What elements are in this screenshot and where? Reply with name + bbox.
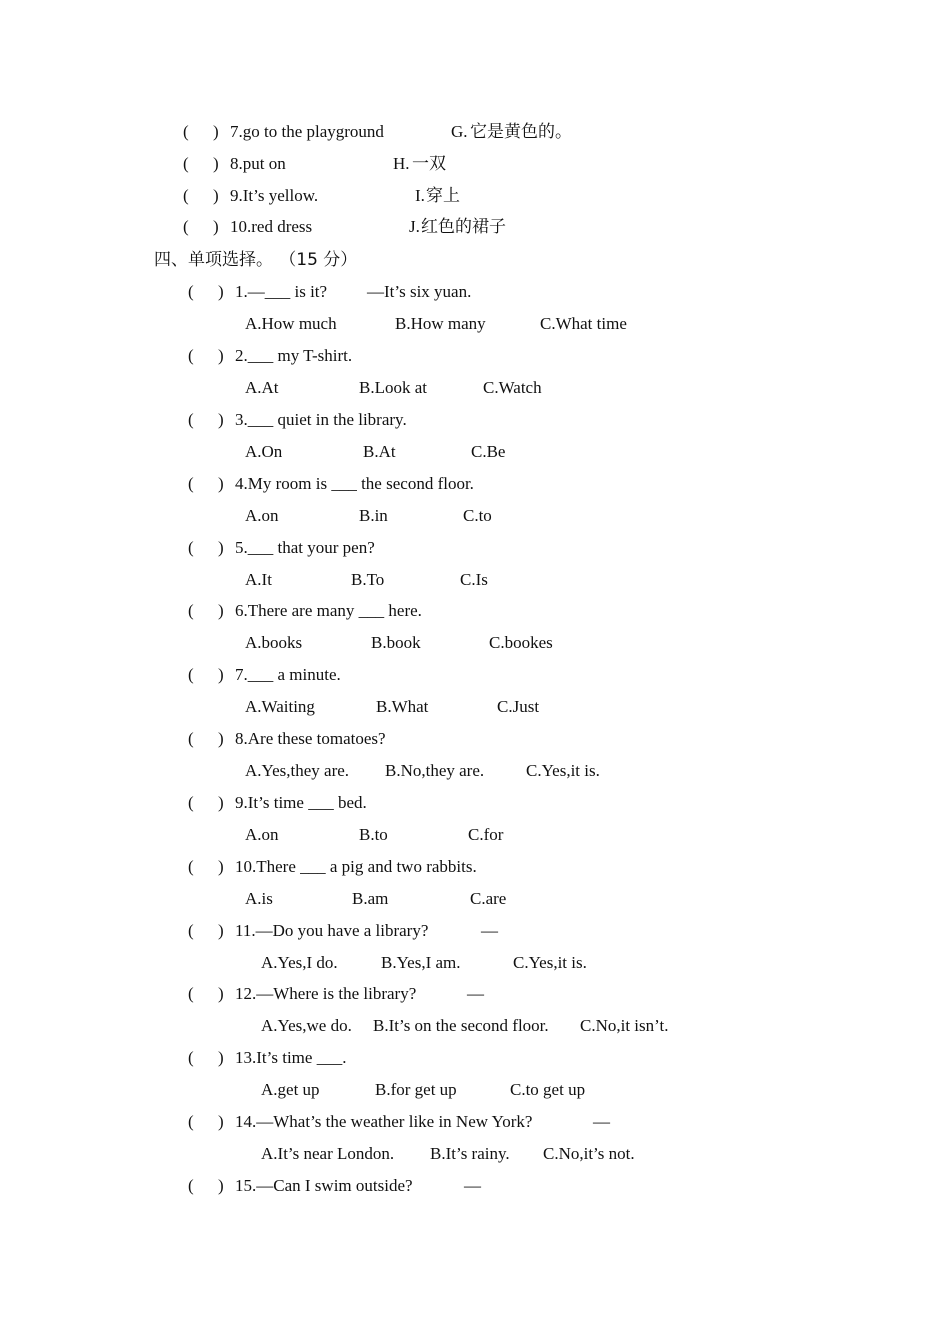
question-text: 8.Are these tomatoes?	[235, 729, 386, 748]
answer-paren-close: )	[218, 984, 224, 1003]
question-text: 15.—Can I swim outside?	[235, 1176, 413, 1195]
section-title: 四、单项选择。	[154, 250, 273, 270]
answer-paren-close: )	[213, 122, 219, 141]
option-b: B.What	[376, 697, 429, 716]
answer-paren-close: )	[218, 921, 224, 940]
option-b: B.in	[359, 506, 388, 525]
matching-left-text: 9.It’s yellow.	[230, 186, 319, 205]
matching-left-text: 7.go to the playground	[230, 122, 384, 141]
question-text: 10.There ___ a pig and two rabbits.	[235, 857, 477, 876]
option-b: B.At	[363, 442, 396, 461]
question-text: 1.—___ is it?	[235, 282, 328, 301]
option-c: C.to	[463, 506, 492, 525]
option-c: C.Is	[460, 570, 488, 589]
answer-paren-open: (	[183, 122, 189, 141]
option-a: A.Yes,they are.	[245, 761, 350, 780]
answer-paren-close: )	[218, 601, 224, 620]
option-c: C.Yes,it is.	[513, 953, 587, 972]
question-tail: —	[464, 1176, 481, 1195]
option-a: A.Waiting	[245, 697, 315, 716]
question-text: 7.___ a minute.	[235, 665, 341, 684]
answer-paren-open: (	[188, 984, 194, 1003]
option-c: C.Be	[471, 442, 506, 461]
answer-paren-close: )	[218, 474, 224, 493]
answer-paren-close: )	[218, 1048, 224, 1067]
option-a: A.get up	[261, 1080, 320, 1099]
answer-paren-open: (	[188, 346, 194, 365]
option-a: A.is	[245, 889, 273, 908]
option-b: B.It’s rainy.	[430, 1144, 510, 1163]
question-text: 2.___ my T-shirt.	[235, 346, 353, 365]
question-text: 12.—Where is the library?	[235, 984, 417, 1003]
answer-paren-open: (	[183, 217, 189, 236]
answer-paren-close: )	[218, 538, 224, 557]
section-heading	[154, 249, 357, 271]
answer-paren-open: (	[188, 793, 194, 812]
answer-paren-open: (	[183, 154, 189, 173]
option-c: C.Yes,it is.	[526, 761, 600, 780]
answer-paren-close: )	[218, 1112, 224, 1131]
option-c: C.bookes	[489, 633, 553, 652]
question-text: 5.___ that your pen?	[235, 538, 375, 557]
question-text: 3.___ quiet in the library.	[235, 410, 407, 429]
option-a: A.Yes,we do.	[261, 1016, 352, 1035]
answer-paren-close: )	[218, 346, 224, 365]
answer-paren-open: (	[188, 1048, 194, 1067]
option-b: B.am	[352, 889, 389, 908]
answer-paren-open: (	[188, 921, 194, 940]
answer-paren-close: )	[218, 729, 224, 748]
question-tail: —	[467, 984, 484, 1003]
option-b: B.To	[351, 570, 385, 589]
answer-paren-open: (	[188, 474, 194, 493]
question-text: 9.It’s time ___ bed.	[235, 793, 367, 812]
matching-right-text: 红色的裙子	[421, 217, 506, 237]
question-text: 11.—Do you have a library?	[235, 921, 429, 940]
answer-paren-close: )	[218, 793, 224, 812]
answer-paren-open: (	[188, 601, 194, 620]
option-a: A.It’s near London.	[261, 1144, 395, 1163]
question-text: 6.There are many ___ here.	[235, 601, 422, 620]
answer-paren-close: )	[218, 282, 224, 301]
option-a: A.How much	[245, 314, 337, 333]
matching-right-text: 一双	[412, 154, 446, 174]
option-a: A.Yes,I do.	[261, 953, 338, 972]
answer-paren-open: (	[188, 1176, 194, 1195]
question-tail: —	[593, 1112, 610, 1131]
option-a: A.At	[245, 378, 279, 397]
option-a: A.books	[245, 633, 303, 652]
matching-right-letter: I.	[415, 186, 425, 205]
option-a: A.on	[245, 506, 279, 525]
answer-paren-open: (	[183, 186, 189, 205]
answer-paren-open: (	[188, 729, 194, 748]
option-c: C.are	[470, 889, 507, 908]
question-tail: —	[481, 921, 498, 940]
answer-paren-close: )	[213, 217, 219, 236]
answer-paren-open: (	[188, 857, 194, 876]
answer-paren-open: (	[188, 282, 194, 301]
question-text: 13.It’s time ___.	[235, 1048, 347, 1067]
answer-paren-close: )	[213, 154, 219, 173]
option-b: B.Yes,I am.	[381, 953, 461, 972]
matching-left-text: 8.put on	[230, 154, 286, 173]
matching-right-text: 它是黄色的。	[470, 122, 572, 142]
option-a: A.on	[245, 825, 279, 844]
answer-paren-close: )	[218, 1176, 224, 1195]
matching-right-letter: H.	[393, 154, 410, 173]
option-a: A.It	[245, 570, 272, 589]
matching-right-letter: J.	[409, 217, 420, 236]
answer-paren-open: (	[188, 538, 194, 557]
option-b: B.book	[371, 633, 421, 652]
option-b: B.to	[359, 825, 388, 844]
answer-paren-open: (	[188, 1112, 194, 1131]
option-c: C.to get up	[510, 1080, 586, 1099]
option-c: C.for	[468, 825, 504, 844]
matching-left-text: 10.red dress	[230, 217, 313, 236]
question-text: 14.—What’s the weather like in New York?	[235, 1112, 533, 1131]
answer-paren-close: )	[218, 857, 224, 876]
question-text: 4.My room is ___ the second floor.	[235, 474, 474, 493]
option-c: C.Watch	[483, 378, 542, 397]
matching-right-letter: G.	[451, 122, 468, 141]
option-b: B.It’s on the second floor.	[373, 1016, 549, 1035]
option-b: B.How many	[395, 314, 486, 333]
option-c: C.What time	[540, 314, 627, 333]
question-tail: —It’s six yuan.	[367, 282, 472, 301]
answer-paren-close: )	[218, 665, 224, 684]
option-a: A.On	[245, 442, 283, 461]
option-b: B.No,they are.	[385, 761, 485, 780]
answer-paren-open: (	[188, 410, 194, 429]
option-c: C.Just	[497, 697, 540, 716]
matching-right-text: 穿上	[426, 186, 460, 206]
option-b: B.for get up	[375, 1080, 457, 1099]
option-b: B.Look at	[359, 378, 427, 397]
option-c: C.No,it isn’t.	[580, 1016, 669, 1035]
section-score: （15 分）	[279, 250, 358, 270]
option-c: C.No,it’s not.	[543, 1144, 635, 1163]
answer-paren-close: )	[213, 186, 219, 205]
answer-paren-open: (	[188, 665, 194, 684]
answer-paren-close: )	[218, 410, 224, 429]
